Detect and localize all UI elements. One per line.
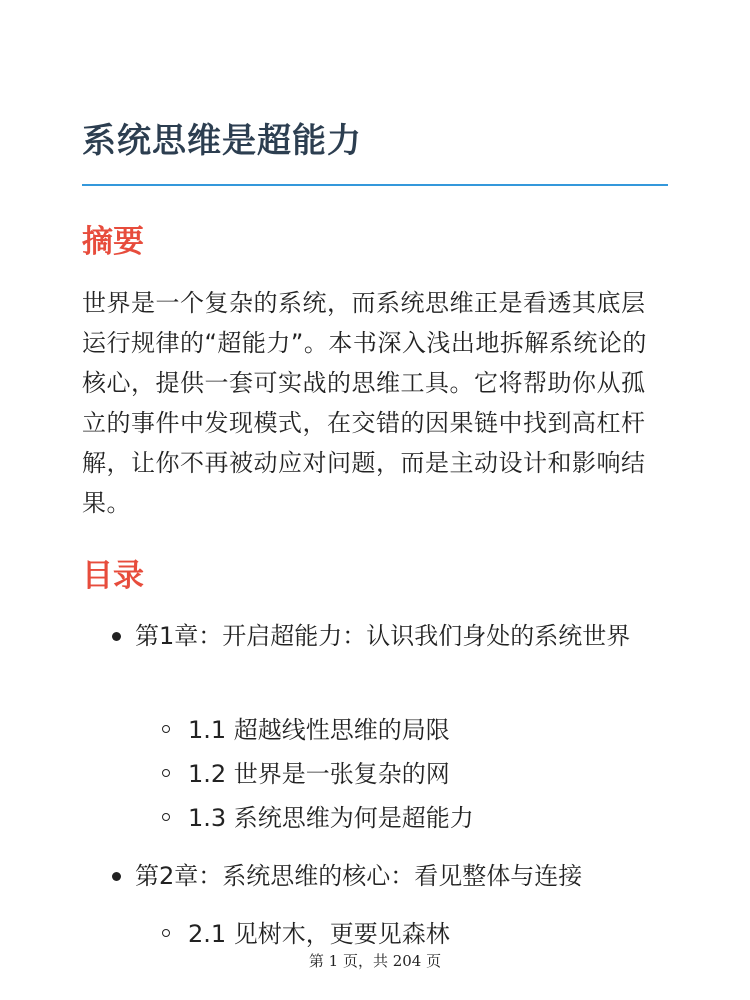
bullet-circle-icon (162, 769, 170, 777)
toc-heading: 目录 (82, 558, 144, 594)
title-divider (82, 184, 668, 186)
toc-section-label: 1.2 世界是一张复杂的网 (188, 760, 450, 788)
toc-chapter-2[interactable] (82, 856, 668, 896)
bullet-circle-icon (162, 725, 170, 733)
toc-section-label: 1.1 超越线性思维的局限 (188, 716, 450, 744)
bullet-circle-icon (162, 813, 170, 821)
toc-section-1-3[interactable] (82, 798, 668, 838)
toc-chapter-label: 第2章：系统思维的核心：看见整体与连接 (135, 862, 583, 890)
toc-chapter-1[interactable] (82, 616, 668, 696)
bullet-disc-icon (112, 632, 121, 641)
toc-section-2-1[interactable] (82, 914, 668, 954)
abstract-heading: 摘要 (82, 224, 144, 260)
toc-section-label: 2.1 见树木，更要见森林 (188, 920, 450, 948)
toc-section-1-2[interactable] (82, 754, 668, 794)
bullet-circle-icon (162, 929, 170, 937)
toc-section-1-1[interactable] (82, 710, 668, 750)
page-number-footer: 第 1 页，共 204 页 (308, 952, 442, 970)
toc-section-label: 1.3 系统思维为何是超能力 (188, 804, 474, 832)
document-title: 系统思维是超能力 (82, 121, 362, 161)
abstract-text: 世界是一个复杂的系统，而系统思维正是看透其底层运行规律的“超能力”。本书深入浅出地拆解系统论的核心，提供一套可实战的思维工具。它将帮助你从孤立的事件中发现模式，在交错的因果链中找到高杠杆解，让你不再被动应对问题，而是主动设计和影响结果。 (82, 289, 647, 517)
bullet-disc-icon (112, 872, 121, 881)
toc-chapter-label: 第1章：开启超能力：认识我们身处的系统世界 (135, 622, 631, 650)
document-page (82, 0, 668, 1000)
